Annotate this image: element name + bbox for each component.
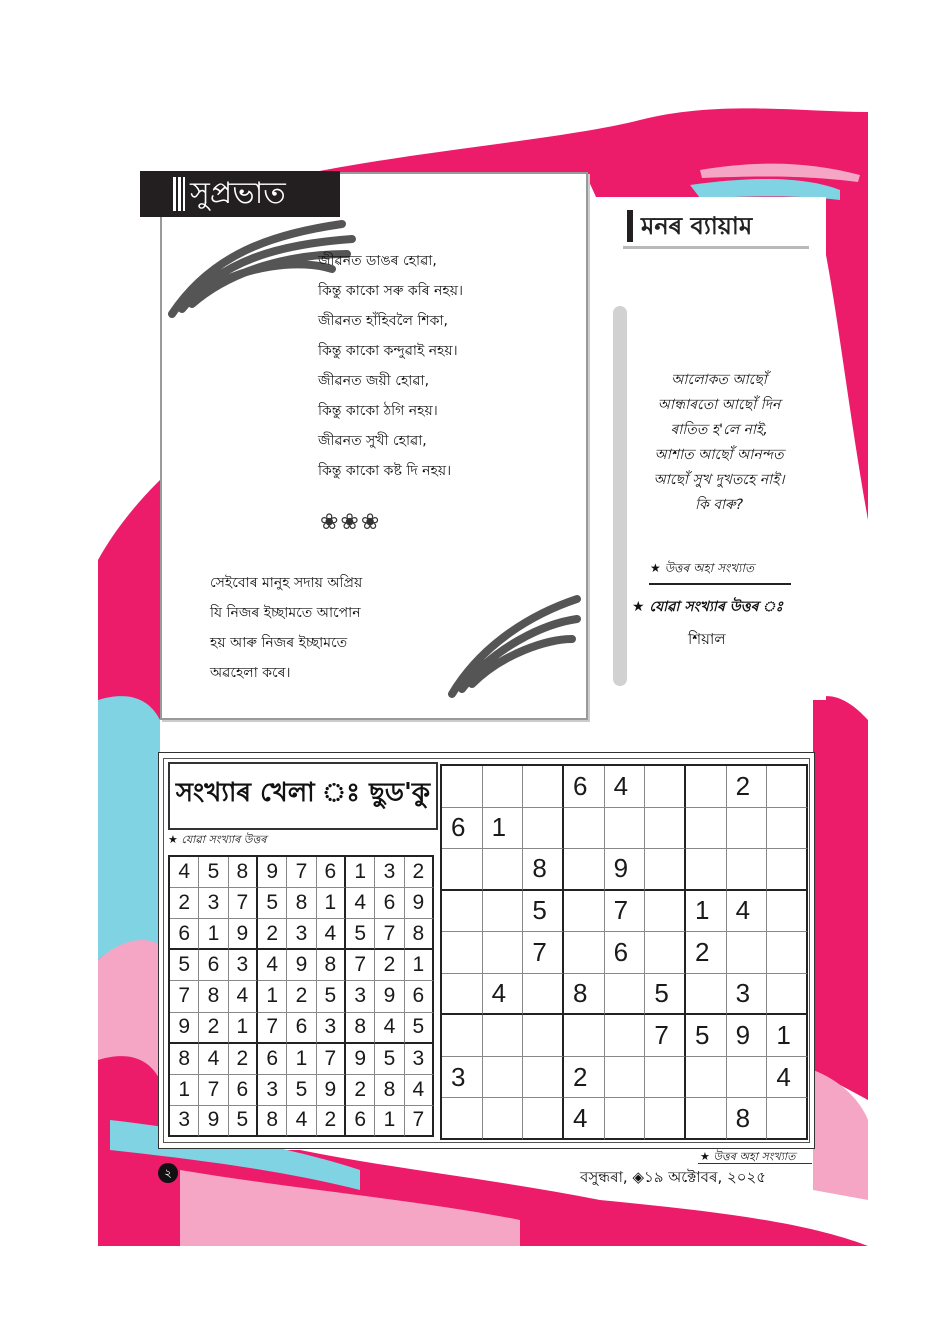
riddle-line: আছোঁ সুখ দুখতহে নাই। (653, 472, 785, 488)
sudoku-cell: 6 (287, 1013, 316, 1044)
sudoku-cell: 3 (199, 888, 228, 919)
sudoku-cell: 7 (287, 857, 316, 888)
sudoku-cell: 3 (346, 981, 375, 1012)
riddle (634, 368, 804, 518)
sudoku-cell (645, 849, 686, 891)
sudoku-cell (686, 849, 727, 891)
sudoku-cell: 3 (229, 950, 258, 981)
sudoku-cell: 9 (605, 849, 646, 891)
riddle-line: আলোকত আছোঁ (671, 372, 767, 388)
sudoku-cell (442, 849, 483, 891)
poem-line: জীৱনত জয়ী হোৱা, (318, 373, 430, 389)
sudoku-cell: 6 (605, 932, 646, 974)
sudoku-cell: 5 (199, 857, 228, 888)
sudoku-cell (483, 1098, 524, 1140)
sudoku-cell: 5 (686, 1015, 727, 1057)
riddle-line: আন্ধাৰতো আছোঁ দিন (657, 397, 781, 413)
sudoku-cell: 4 (727, 891, 768, 933)
sudoku-cell: 2 (375, 950, 404, 981)
sudoku-cell: 3 (442, 1057, 483, 1099)
sudoku-cell: 8 (346, 1013, 375, 1044)
sudoku-cell (483, 849, 524, 891)
sudoku-cell: 6 (346, 1106, 375, 1137)
sudoku-cell (727, 1057, 768, 1099)
sudoku-cell (564, 1015, 605, 1057)
poem-line: কিন্তু কাকো কষ্ট দি নহয়। (318, 463, 452, 479)
sudoku-cell: 6 (229, 1075, 258, 1106)
mind-exercise-title: মনৰ ব্যায়াম (641, 212, 753, 240)
quote (210, 568, 450, 688)
sudoku-cell (442, 766, 483, 808)
sudoku-cell (523, 766, 564, 808)
sudoku-cell: 7 (605, 891, 646, 933)
sudoku-cell: 8 (375, 1075, 404, 1106)
sudoku-cell: 4 (483, 974, 524, 1016)
title-underline (623, 246, 809, 249)
sudoku-cell (442, 1098, 483, 1140)
sudoku-cell: 5 (375, 1044, 404, 1075)
page-number: ২ (158, 1163, 178, 1183)
sudoku-cell (767, 891, 808, 933)
sudoku-cell (686, 808, 727, 850)
sudoku-cell (645, 932, 686, 974)
sudoku-cell: 1 (287, 1044, 316, 1075)
poem-line: জীৱনত সুখী হোৱা, (318, 433, 427, 449)
sudoku-puzzle-grid (440, 764, 808, 1140)
sudoku-cell (686, 1057, 727, 1099)
sudoku-cell: 2 (229, 1044, 258, 1075)
sudoku-cell: 1 (375, 1106, 404, 1137)
sudoku-cell: 7 (405, 1106, 434, 1137)
sudoku-cell (767, 766, 808, 808)
grey-scribble-bottom (442, 584, 582, 704)
sudoku-cell: 3 (258, 1075, 287, 1106)
flower-ornament-icon: ❀❀❀ (320, 510, 382, 535)
light-blue-stroke-left (98, 696, 160, 980)
sudoku-cell: 3 (287, 919, 316, 950)
sudoku-cell: 2 (564, 1057, 605, 1099)
sudoku-cell (523, 1098, 564, 1140)
sudoku-cell: 9 (258, 857, 287, 888)
quote-line: অৱহেলা কৰে। (210, 665, 291, 681)
sudoku-cell: 8 (258, 1106, 287, 1137)
sudoku-cell: 1 (199, 919, 228, 950)
sudoku-cell (645, 808, 686, 850)
sudoku-cell (483, 932, 524, 974)
sudoku-cell: 6 (317, 857, 346, 888)
sudoku-cell (605, 1015, 646, 1057)
grey-rail (613, 306, 627, 686)
sudoku-cell: 9 (170, 1013, 199, 1044)
sudoku-title: সংখ্যাৰ খেলা ঃ ছুড'কু (175, 778, 431, 808)
sudoku-cell (564, 808, 605, 850)
sudoku-cell: 7 (317, 1044, 346, 1075)
sudoku-cell (767, 932, 808, 974)
sudoku-cell: 2 (405, 857, 434, 888)
sudoku-cell (483, 1057, 524, 1099)
sudoku-cell: 4 (346, 888, 375, 919)
sudoku-cell: 2 (346, 1075, 375, 1106)
sudoku-cell (442, 891, 483, 933)
sudoku-cell (523, 1057, 564, 1099)
previous-solution-grid (168, 855, 434, 1137)
pink-brush-right (813, 696, 868, 1100)
sudoku-cell (686, 1098, 727, 1140)
sudoku-cell: 7 (258, 1013, 287, 1044)
sudoku-cell: 9 (375, 981, 404, 1012)
previous-solution-label: ★ যোৱা সংখ্যাৰ উত্তৰ (168, 833, 267, 846)
sudoku-cell: 8 (564, 974, 605, 1016)
sudoku-cell: 7 (199, 1075, 228, 1106)
sudoku-cell: 6 (170, 919, 199, 950)
sudoku-cell: 3 (170, 1106, 199, 1137)
sudoku-cell: 4 (605, 766, 646, 808)
sudoku-cell (523, 808, 564, 850)
sudoku-cell: 4 (199, 1044, 228, 1075)
publication-date: বসুন্ধৰা, ◈১৯ অক্টোবৰ, ২০২৫ (580, 1168, 766, 1186)
sudoku-cell: 5 (523, 891, 564, 933)
sudoku-cell: 4 (375, 1013, 404, 1044)
sudoku-cell (767, 808, 808, 850)
sudoku-cell: 6 (258, 1044, 287, 1075)
sudoku-cell: 5 (229, 1106, 258, 1137)
sudoku-cell: 3 (375, 857, 404, 888)
sudoku-cell: 4 (258, 950, 287, 981)
sudoku-cell: 5 (405, 1013, 434, 1044)
sudoku-cell: 6 (564, 766, 605, 808)
sudoku-cell: 2 (287, 981, 316, 1012)
sudoku-cell (523, 974, 564, 1016)
sudoku-cell (767, 974, 808, 1016)
sudoku-cell (483, 891, 524, 933)
sudoku-cell (442, 974, 483, 1016)
sudoku-cell: 4 (405, 1075, 434, 1106)
sudoku-cell: 3 (727, 974, 768, 1016)
divider (649, 583, 791, 585)
suprobhat-title: সুপ্ৰভাত (190, 176, 286, 211)
riddle-line: কি বাৰু? (694, 497, 744, 513)
sudoku-cell: 4 (767, 1057, 808, 1099)
sudoku-cell (442, 932, 483, 974)
sudoku-cell: 2 (170, 888, 199, 919)
sudoku-cell: 9 (199, 1106, 228, 1137)
sudoku-cell: 8 (199, 981, 228, 1012)
sudoku-cell (767, 849, 808, 891)
sudoku-cell (605, 974, 646, 1016)
sudoku-cell (523, 1015, 564, 1057)
sudoku-cell (645, 891, 686, 933)
previous-answer-label: ★ যোৱা সংখ্যাৰ উত্তৰ ঃ (632, 599, 783, 615)
header-bars-icon (145, 175, 185, 213)
sudoku-cell (483, 1015, 524, 1057)
poem-line: জীৱনত হাঁহিবলৈ শিকা, (318, 313, 448, 329)
sudoku-cell: 9 (727, 1015, 768, 1057)
poem-line: কিন্তু কাকো সৰু কৰি নহয়। (318, 283, 464, 299)
sudoku-cell: 1 (346, 857, 375, 888)
sudoku-cell: 1 (767, 1015, 808, 1057)
poem-line: কিন্তু কাকো ঠগি নহয়। (318, 403, 438, 419)
answer-next-issue-note: ★ উত্তৰ অহা সংখ্যাত (700, 1150, 796, 1163)
sudoku-cell (727, 808, 768, 850)
sudoku-cell: 9 (405, 888, 434, 919)
sudoku-cell: 1 (229, 1013, 258, 1044)
previous-answer: শিয়াল (688, 630, 726, 648)
sudoku-cell: 7 (375, 919, 404, 950)
sudoku-cell: 3 (405, 1044, 434, 1075)
riddle-line: আশাত আছোঁ আনন্দত (654, 447, 784, 463)
sudoku-cell: 8 (287, 888, 316, 919)
sudoku-cell: 6 (375, 888, 404, 919)
sudoku-cell: 8 (170, 1044, 199, 1075)
sudoku-cell: 3 (317, 1013, 346, 1044)
sudoku-cell (605, 1057, 646, 1099)
sudoku-cell: 5 (645, 974, 686, 1016)
sudoku-cell (564, 891, 605, 933)
sudoku-cell: 8 (727, 1098, 768, 1140)
quote-line: যি নিজৰ ইচ্ছামতে আপোন (210, 605, 361, 621)
poem-line: কিন্তু কাকো কন্দুৱাই নহয়। (318, 343, 458, 359)
sudoku-cell (645, 1057, 686, 1099)
poem-line: জীৱনত ডাঙৰ হোৱা, (318, 253, 437, 269)
sudoku-cell: 2 (686, 932, 727, 974)
sudoku-cell: 4 (229, 981, 258, 1012)
sudoku-cell: 7 (229, 888, 258, 919)
sudoku-cell: 7 (645, 1015, 686, 1057)
riddle-line: ৰাতিত হ'লে নাই, (670, 422, 768, 438)
sudoku-cell: 5 (170, 950, 199, 981)
sudoku-cell (442, 1015, 483, 1057)
title-bar-icon (627, 210, 633, 242)
poem (318, 246, 548, 486)
sudoku-cell: 4 (317, 919, 346, 950)
sudoku-cell (645, 766, 686, 808)
sudoku-cell: 1 (483, 808, 524, 850)
sudoku-cell: 1 (686, 891, 727, 933)
sudoku-cell: 7 (523, 932, 564, 974)
sudoku-cell (686, 974, 727, 1016)
sudoku-cell (605, 808, 646, 850)
sudoku-cell: 2 (317, 1106, 346, 1137)
sudoku-cell (605, 1098, 646, 1140)
sudoku-cell: 5 (287, 1075, 316, 1106)
sudoku-cell: 1 (317, 888, 346, 919)
sudoku-cell (483, 766, 524, 808)
sudoku-cell: 8 (229, 857, 258, 888)
sudoku-cell: 2 (199, 1013, 228, 1044)
sudoku-cell: 4 (287, 1106, 316, 1137)
sudoku-cell: 8 (523, 849, 564, 891)
sudoku-cell (727, 932, 768, 974)
sudoku-cell: 9 (317, 1075, 346, 1106)
sudoku-cell: 5 (346, 919, 375, 950)
sudoku-cell (645, 1098, 686, 1140)
sudoku-cell: 1 (170, 1075, 199, 1106)
answer-note: ★ উত্তৰ অহা সংখ্যাত (650, 561, 755, 575)
sudoku-cell: 1 (258, 981, 287, 1012)
sudoku-cell: 9 (346, 1044, 375, 1075)
quote-line: হয় আৰু নিজৰ ইচ্ছামতে (210, 635, 348, 651)
sudoku-cell: 6 (199, 950, 228, 981)
sudoku-cell: 5 (258, 888, 287, 919)
divider (698, 1163, 812, 1164)
sudoku-cell: 7 (170, 981, 199, 1012)
sudoku-cell: 1 (405, 950, 434, 981)
sudoku-cell (564, 932, 605, 974)
sudoku-cell (727, 849, 768, 891)
sudoku-cell: 8 (317, 950, 346, 981)
sudoku-cell: 9 (229, 919, 258, 950)
sudoku-cell: 8 (405, 919, 434, 950)
sudoku-cell: 2 (258, 919, 287, 950)
sudoku-cell: 4 (170, 857, 199, 888)
sudoku-cell (564, 849, 605, 891)
sudoku-cell: 9 (287, 950, 316, 981)
sudoku-cell: 4 (564, 1098, 605, 1140)
sudoku-cell: 2 (727, 766, 768, 808)
sudoku-cell (686, 766, 727, 808)
quote-line: সেইবোৰ মানুহ সদায় অপ্ৰিয় (210, 575, 363, 591)
sudoku-cell: 6 (442, 808, 483, 850)
sudoku-cell (767, 1098, 808, 1140)
sudoku-cell: 7 (346, 950, 375, 981)
sudoku-cell: 5 (317, 981, 346, 1012)
sudoku-cell: 6 (405, 981, 434, 1012)
